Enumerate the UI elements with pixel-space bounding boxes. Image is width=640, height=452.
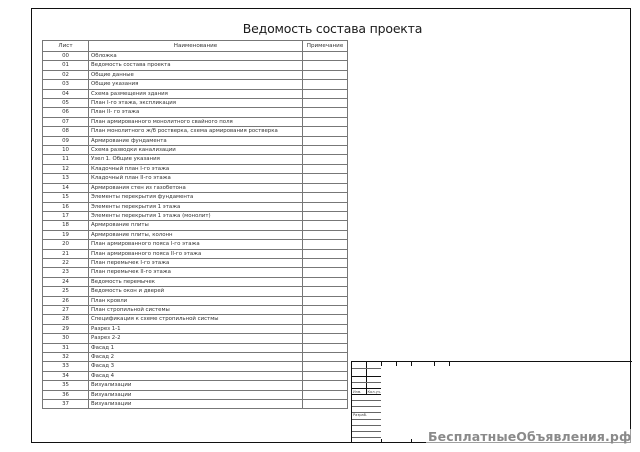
cell-sheet-name: План армированного пояса I-го этажа — [89, 240, 303, 249]
table-row — [43, 61, 348, 70]
stamp-tick — [381, 439, 382, 443]
stamp-tick — [449, 362, 450, 366]
cell-note — [303, 371, 348, 380]
cell-sheet-number: 23 — [43, 268, 89, 277]
table-row — [43, 334, 348, 343]
table-row — [43, 353, 348, 362]
cell-sheet-name: Схема размещения здания — [89, 89, 303, 98]
cell-sheet-number: 14 — [43, 183, 89, 192]
cell-sheet-name: Кладочный план II-го этажа — [89, 174, 303, 183]
cell-note — [303, 324, 348, 333]
cell-note — [303, 249, 348, 258]
stamp-label-sheets: Кол.уч. — [367, 389, 382, 394]
cell-note — [303, 230, 348, 239]
cell-note — [303, 287, 348, 296]
cell-sheet-number: 10 — [43, 146, 89, 155]
table-row — [43, 117, 348, 126]
table-body — [43, 52, 348, 409]
cell-sheet-name: Общие данные — [89, 70, 303, 79]
cell-sheet-name: План II- го этажа — [89, 108, 303, 117]
cell-sheet-name: Схема разводки канализации — [89, 146, 303, 155]
cell-sheet-name: Кладочный план I-го этажа — [89, 164, 303, 173]
table-row — [43, 230, 348, 239]
table-row — [43, 381, 348, 390]
cell-sheet-name: Визуализации — [89, 381, 303, 390]
cell-sheet-name: Спецификация к схеме стропильной систмы — [89, 315, 303, 324]
cell-sheet-number: 17 — [43, 211, 89, 220]
table-row — [43, 146, 348, 155]
cell-sheet-number: 31 — [43, 343, 89, 352]
table-row — [43, 400, 348, 409]
header-name: Наименование — [89, 41, 303, 52]
cell-note — [303, 343, 348, 352]
stamp-tick — [396, 362, 397, 366]
table-row — [43, 202, 348, 211]
stamp-tick — [411, 439, 412, 443]
cell-note — [303, 99, 348, 108]
cell-note — [303, 146, 348, 155]
table-row — [43, 268, 348, 277]
cell-sheet-name: Фасад 1 — [89, 343, 303, 352]
table-row — [43, 108, 348, 117]
cell-sheet-name: План I-го этажа, экспликация — [89, 99, 303, 108]
cell-sheet-name: Узел 1. Общие указания — [89, 155, 303, 164]
stamp-row-line — [352, 425, 381, 426]
table-row — [43, 155, 348, 164]
document-title: Ведомость состава проекта — [242, 21, 423, 36]
cell-sheet-number: 00 — [43, 52, 89, 61]
table-row — [43, 193, 348, 202]
cell-sheet-number: 35 — [43, 381, 89, 390]
cell-sheet-number: 16 — [43, 202, 89, 211]
cell-note — [303, 296, 348, 305]
cell-sheet-number: 07 — [43, 117, 89, 126]
table-row — [43, 183, 348, 192]
cell-sheet-number: 11 — [43, 155, 89, 164]
cell-note — [303, 80, 348, 89]
cell-sheet-number: 12 — [43, 164, 89, 173]
table-row — [43, 277, 348, 286]
stamp-tick — [381, 362, 382, 366]
cell-sheet-number: 28 — [43, 315, 89, 324]
table-row — [43, 99, 348, 108]
cell-sheet-number: 27 — [43, 305, 89, 314]
stamp-row-line — [352, 376, 381, 377]
cell-sheet-name: Общие указания — [89, 80, 303, 89]
cell-note — [303, 89, 348, 98]
cell-sheet-name: Визуализации — [89, 400, 303, 409]
cell-sheet-number: 18 — [43, 221, 89, 230]
cell-sheet-name: Ведомость окон и дверей — [89, 287, 303, 296]
stamp-row-line — [352, 382, 381, 383]
table-row — [43, 305, 348, 314]
cell-note — [303, 108, 348, 117]
table-header-row — [43, 41, 348, 52]
cell-note — [303, 61, 348, 70]
stamp-row-line — [352, 437, 381, 438]
cell-sheet-name: План перемычек I-го этажа — [89, 258, 303, 267]
cell-sheet-number: 34 — [43, 371, 89, 380]
cell-sheet-name: Фасад 2 — [89, 353, 303, 362]
cell-note — [303, 362, 348, 371]
cell-sheet-name: План кровли — [89, 296, 303, 305]
cell-sheet-number: 33 — [43, 362, 89, 371]
cell-sheet-number: 03 — [43, 80, 89, 89]
cell-note — [303, 353, 348, 362]
cell-note — [303, 381, 348, 390]
cell-sheet-name: Визуализации — [89, 390, 303, 399]
stamp-label-developed: Разраб. — [353, 413, 368, 417]
cell-note — [303, 211, 348, 220]
cell-sheet-name: Армирование фундамента — [89, 136, 303, 145]
cell-sheet-name: Элементы перекрытия 1 этажа — [89, 202, 303, 211]
cell-note — [303, 305, 348, 314]
table-row — [43, 287, 348, 296]
stamp-label-change: Изм. — [353, 389, 362, 394]
cell-sheet-name: Армирование плиты, колонн — [89, 230, 303, 239]
stamp-row-line — [352, 406, 381, 407]
cell-sheet-name: Армирования стен из газобетона — [89, 183, 303, 192]
cell-sheet-number: 32 — [43, 353, 89, 362]
table-row — [43, 362, 348, 371]
cell-sheet-number: 22 — [43, 258, 89, 267]
cell-note — [303, 221, 348, 230]
table-row — [43, 390, 348, 399]
cell-note — [303, 174, 348, 183]
cell-note — [303, 136, 348, 145]
cell-sheet-name: Разрез 1-1 — [89, 324, 303, 333]
stamp-row-line — [352, 394, 381, 395]
cell-sheet-name: Элементы перекрытия фундамента — [89, 193, 303, 202]
cell-note — [303, 155, 348, 164]
cell-sheet-name: Ведомость перемычек — [89, 277, 303, 286]
cell-sheet-name: План перемычек II-го этажа — [89, 268, 303, 277]
cell-note — [303, 117, 348, 126]
header-note: Примечание — [303, 41, 348, 52]
table-row — [43, 221, 348, 230]
table-row — [43, 324, 348, 333]
cell-note — [303, 315, 348, 324]
cell-sheet-number: 04 — [43, 89, 89, 98]
table-row — [43, 52, 348, 61]
cell-note — [303, 183, 348, 192]
stamp-row-line — [352, 419, 381, 420]
cell-sheet-name: Армирование плиты — [89, 221, 303, 230]
cell-sheet-name: План стропильной системы — [89, 305, 303, 314]
cell-sheet-name: Фасад 3 — [89, 362, 303, 371]
table-row — [43, 174, 348, 183]
stamp-tick — [411, 362, 412, 366]
cell-sheet-number: 20 — [43, 240, 89, 249]
cell-sheet-number: 36 — [43, 390, 89, 399]
stamp-tick — [434, 362, 435, 366]
cell-sheet-number: 01 — [43, 61, 89, 70]
cell-sheet-name: Элементы перекрытия 1 этажа (монолит) — [89, 211, 303, 220]
cell-note — [303, 258, 348, 267]
cell-sheet-number: 06 — [43, 108, 89, 117]
cell-sheet-number: 29 — [43, 324, 89, 333]
cell-note — [303, 127, 348, 136]
table-row — [43, 136, 348, 145]
cell-note — [303, 277, 348, 286]
cell-sheet-name: Обложка — [89, 52, 303, 61]
cell-sheet-name: План армированного пояса II-го этажа — [89, 249, 303, 258]
cell-sheet-number: 08 — [43, 127, 89, 136]
table-row — [43, 70, 348, 79]
cell-sheet-name: Разрез 2-2 — [89, 334, 303, 343]
cell-note — [303, 390, 348, 399]
watermark: БесплатныеОбъявления.рф — [428, 429, 632, 444]
cell-sheet-number: 37 — [43, 400, 89, 409]
cell-sheet-number: 15 — [43, 193, 89, 202]
table-row — [43, 315, 348, 324]
project-composition-table — [42, 40, 348, 409]
cell-note — [303, 240, 348, 249]
header-sheet: Лист — [43, 41, 89, 52]
table-row — [43, 80, 348, 89]
table-row — [43, 240, 348, 249]
table-row — [43, 258, 348, 267]
table-row — [43, 164, 348, 173]
cell-sheet-name: План армированного монолитного свайного поля — [89, 117, 303, 126]
cell-note — [303, 334, 348, 343]
cell-note — [303, 70, 348, 79]
cell-note — [303, 52, 348, 61]
table-row — [43, 296, 348, 305]
stamp-row-line — [352, 368, 381, 369]
cell-sheet-number: 05 — [43, 99, 89, 108]
stamp-row-line — [352, 400, 381, 401]
cell-note — [303, 400, 348, 409]
cell-sheet-number: 09 — [43, 136, 89, 145]
cell-sheet-number: 30 — [43, 334, 89, 343]
cell-sheet-name: План монолитного ж/б ростверка, схема армирования ростверка — [89, 127, 303, 136]
cell-note — [303, 202, 348, 211]
table-row — [43, 211, 348, 220]
cell-note — [303, 164, 348, 173]
cell-sheet-number: 26 — [43, 296, 89, 305]
cell-note — [303, 193, 348, 202]
cell-sheet-name: Фасад 4 — [89, 371, 303, 380]
stamp-row-line — [352, 431, 381, 432]
table-row — [43, 371, 348, 380]
cell-sheet-number: 25 — [43, 287, 89, 296]
table-row — [43, 89, 348, 98]
cell-note — [303, 268, 348, 277]
table-row — [43, 249, 348, 258]
cell-sheet-number: 19 — [43, 230, 89, 239]
cell-sheet-number: 21 — [43, 249, 89, 258]
cell-sheet-number: 13 — [43, 174, 89, 183]
cell-sheet-number: 02 — [43, 70, 89, 79]
table-row — [43, 127, 348, 136]
table-row — [43, 343, 348, 352]
cell-sheet-name: Ведомость состава проекта — [89, 61, 303, 70]
cell-sheet-number: 24 — [43, 277, 89, 286]
